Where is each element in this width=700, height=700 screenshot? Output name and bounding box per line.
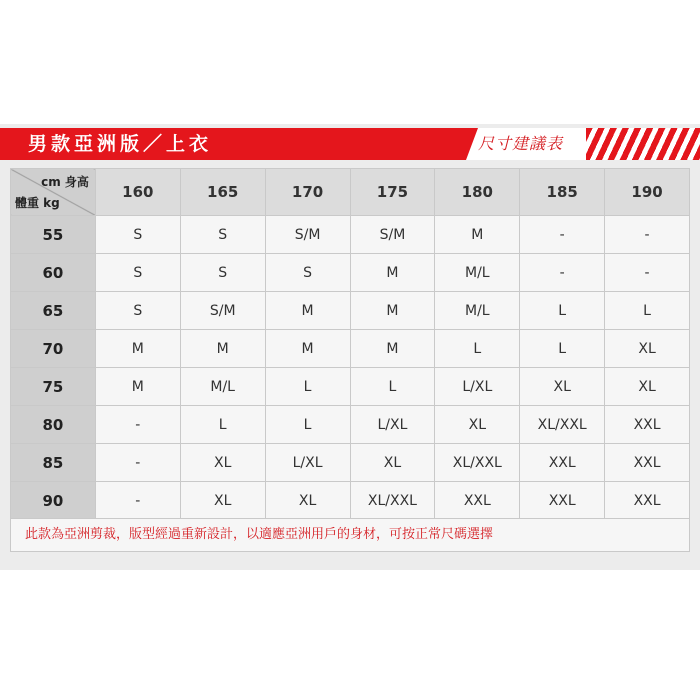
size-cell: M bbox=[435, 216, 520, 254]
size-cell: M bbox=[350, 254, 435, 292]
weight-header-cell: 90 bbox=[11, 482, 96, 520]
size-cell: S bbox=[180, 254, 265, 292]
size-cell: XL/XXL bbox=[435, 444, 520, 482]
weight-header-cell: 70 bbox=[11, 330, 96, 368]
size-cell: M/L bbox=[435, 292, 520, 330]
weight-header-cell: 75 bbox=[11, 368, 96, 406]
size-cell: - bbox=[95, 406, 180, 444]
size-cell: S bbox=[95, 216, 180, 254]
size-cell: M/L bbox=[435, 254, 520, 292]
decorative-stripes bbox=[586, 128, 700, 160]
table-row bbox=[11, 368, 690, 406]
size-cell: S bbox=[265, 254, 350, 292]
height-axis-label: cm 身高 bbox=[41, 175, 89, 189]
table-row bbox=[11, 216, 690, 254]
size-cell: - bbox=[605, 216, 690, 254]
size-cell: M bbox=[95, 368, 180, 406]
height-header-cell: 190 bbox=[605, 169, 690, 216]
size-cell: L bbox=[350, 368, 435, 406]
size-cell: L bbox=[265, 368, 350, 406]
height-header-cell: 175 bbox=[350, 169, 435, 216]
size-cell: L/XL bbox=[350, 406, 435, 444]
size-cell: XL bbox=[605, 330, 690, 368]
size-cell: M bbox=[95, 330, 180, 368]
size-cell: M bbox=[350, 292, 435, 330]
table-row bbox=[11, 482, 690, 520]
size-cell: L bbox=[180, 406, 265, 444]
size-cell: L/XL bbox=[265, 444, 350, 482]
size-cell: M bbox=[265, 292, 350, 330]
size-cell: XL/XXL bbox=[350, 482, 435, 520]
size-cell: S bbox=[95, 254, 180, 292]
weight-header-cell: 85 bbox=[11, 444, 96, 482]
size-cell: S/M bbox=[265, 216, 350, 254]
weight-axis-label: 體重 kg bbox=[15, 196, 60, 210]
size-cell: M bbox=[180, 330, 265, 368]
size-cell: XL bbox=[520, 368, 605, 406]
size-cell: XXL bbox=[605, 406, 690, 444]
size-cell: L bbox=[520, 330, 605, 368]
height-header-row bbox=[11, 169, 690, 216]
title-banner bbox=[0, 128, 700, 160]
size-cell: XL bbox=[350, 444, 435, 482]
size-cell: XXL bbox=[520, 444, 605, 482]
size-cell: M bbox=[265, 330, 350, 368]
weight-header-cell: 60 bbox=[11, 254, 96, 292]
table-row bbox=[11, 444, 690, 482]
table-row bbox=[11, 292, 690, 330]
table-row bbox=[11, 254, 690, 292]
size-cell: XL/XXL bbox=[520, 406, 605, 444]
sizing-note: 此款為亞洲剪裁，版型經過重新設計，以適應亞洲用戶的身材，可按正常尺碼選擇 bbox=[10, 518, 690, 552]
size-cell: - bbox=[520, 216, 605, 254]
size-cell: XXL bbox=[605, 482, 690, 520]
size-cell: S bbox=[180, 216, 265, 254]
weight-header-cell: 65 bbox=[11, 292, 96, 330]
size-cell: XXL bbox=[435, 482, 520, 520]
height-header-cell: 165 bbox=[180, 169, 265, 216]
size-cell: L/XL bbox=[435, 368, 520, 406]
size-cell: - bbox=[605, 254, 690, 292]
size-cell: - bbox=[520, 254, 605, 292]
size-cell: L bbox=[435, 330, 520, 368]
size-cell: L bbox=[265, 406, 350, 444]
size-cell: S/M bbox=[180, 292, 265, 330]
height-header-cell: 160 bbox=[95, 169, 180, 216]
weight-header-cell: 55 bbox=[11, 216, 96, 254]
height-header-cell: 185 bbox=[520, 169, 605, 216]
size-cell: L bbox=[605, 292, 690, 330]
size-cell: S/M bbox=[350, 216, 435, 254]
size-cell: XXL bbox=[605, 444, 690, 482]
size-cell: M bbox=[350, 330, 435, 368]
height-header-cell: 170 bbox=[265, 169, 350, 216]
corner-header-cell bbox=[11, 169, 96, 216]
size-cell: XXL bbox=[520, 482, 605, 520]
table-row bbox=[11, 330, 690, 368]
size-cell: XL bbox=[180, 444, 265, 482]
size-cell: XL bbox=[180, 482, 265, 520]
banner-title: 男款亞洲版／上衣 bbox=[28, 133, 213, 155]
size-cell: XL bbox=[435, 406, 520, 444]
size-cell: XL bbox=[605, 368, 690, 406]
size-cell: XL bbox=[265, 482, 350, 520]
size-cell: - bbox=[95, 482, 180, 520]
weight-header-cell: 80 bbox=[11, 406, 96, 444]
height-header-cell: 180 bbox=[435, 169, 520, 216]
size-cell: S bbox=[95, 292, 180, 330]
size-cell: L bbox=[520, 292, 605, 330]
size-cell: - bbox=[95, 444, 180, 482]
banner-subtitle: 尺寸建議表 bbox=[478, 134, 564, 153]
size-table bbox=[10, 168, 690, 520]
table-row bbox=[11, 406, 690, 444]
size-cell: M/L bbox=[180, 368, 265, 406]
